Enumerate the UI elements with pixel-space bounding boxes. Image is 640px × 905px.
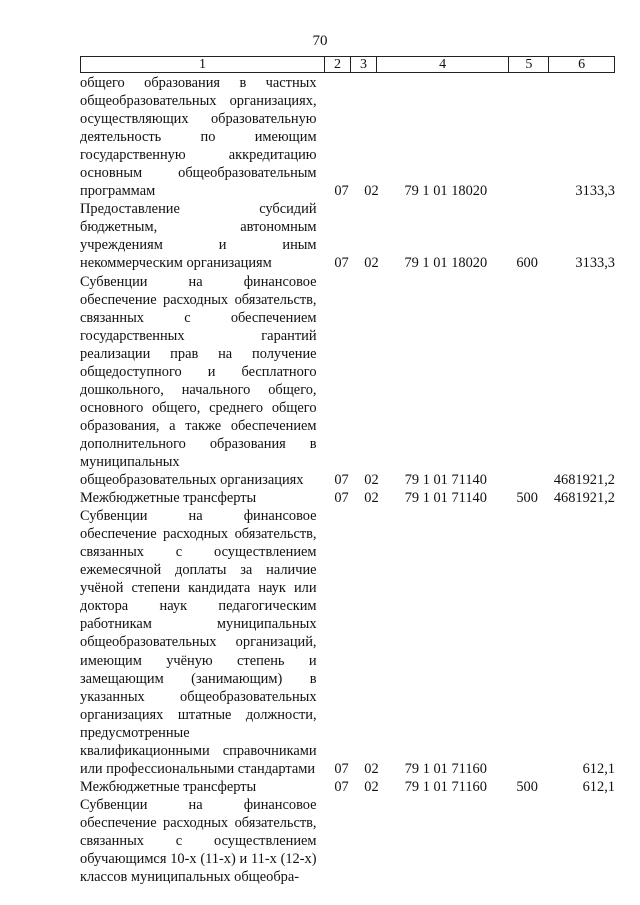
table-row <box>80 796 615 886</box>
row-section: 07 <box>334 472 349 489</box>
row-target-code: 79 1 01 71140 <box>404 472 487 489</box>
row-description: Субвенции на финансовое обеспечение расходных обязательств, связанных с обеспечением государственных гарантий реализации прав на получение общедоступного и бесплатного дошкольного, начального общего, основного общего, среднего общего образования, а также обеспечением дополнительного образования в муниципальных общеобразовательных организациях <box>80 273 317 489</box>
table-header <box>80 56 615 73</box>
row-section: 07 <box>334 778 349 795</box>
table-row <box>80 489 615 507</box>
row-description: Предоставление субсидий бюджетным, автономным учреждениям и иным некоммерческим организациям <box>80 201 317 272</box>
row-target-code: 79 1 01 71160 <box>404 760 487 777</box>
row-target-code: 79 1 01 18020 <box>404 255 488 272</box>
row-subsection: 02 <box>364 778 379 795</box>
table-row <box>80 507 615 778</box>
row-section: 07 <box>334 183 349 200</box>
row-amount: 612,1 <box>582 760 615 777</box>
row-expense-type: 600 <box>516 255 538 272</box>
header-col-6: 6 <box>578 57 586 72</box>
row-target-code: 79 1 01 71140 <box>404 490 487 507</box>
row-amount: 3133,3 <box>575 255 615 272</box>
row-amount: 4681921,2 <box>553 472 615 489</box>
row-description: Межбюджетные трансферты <box>80 490 257 507</box>
header-col-4: 4 <box>377 57 510 72</box>
row-description: общего образования в частных общеобразовательных организациях, осуществляющих образовательную деятельность по имеющим государственную аккредитацию основным общеобразовательным программам <box>80 75 317 200</box>
row-section: 07 <box>334 760 349 777</box>
row-section: 07 <box>334 490 349 507</box>
row-amount: 612,1 <box>582 778 615 795</box>
row-subsection: 02 <box>364 183 379 200</box>
row-section: 07 <box>334 255 349 272</box>
budget-table-body <box>80 74 615 886</box>
header-col-2: 2 <box>325 57 351 72</box>
row-description: Субвенции на финансовое обеспечение расходных обязательств, связанных с осуществлением ежемесячной доплаты за наличие учёной степени кандидата наук или доктора наук педагогическим работникам муниципальных общеобразовательных организаций, имеющим учёную степень и замещающим (занимающим) в указанных общеобразовательных организациях штатные должности, предусмотренные квалификационными справочниками или профессиональными стандартами <box>80 508 317 777</box>
header-col-1: 1 <box>81 57 325 72</box>
row-amount: 4681921,2 <box>553 490 615 507</box>
row-subsection: 02 <box>364 255 379 272</box>
table-row <box>80 200 615 272</box>
table-row <box>80 273 615 490</box>
row-target-code: 79 1 01 71160 <box>404 778 487 795</box>
row-amount: 3133,3 <box>575 183 615 200</box>
row-expense-type: 500 <box>516 778 538 795</box>
table-row <box>80 74 615 200</box>
table-row <box>80 778 615 796</box>
row-target-code: 79 1 01 18020 <box>404 183 488 200</box>
row-expense-type: 500 <box>516 490 538 507</box>
page-number: 70 <box>312 33 328 49</box>
row-subsection: 02 <box>364 490 379 507</box>
row-description: Субвенции на финансовое обеспечение расходных обязательств, связанных с осуществлением обучающимся 10-х (11-х) и 11-х (12-х) классов муниципальных общеобра- <box>80 796 317 886</box>
row-subsection: 02 <box>364 760 379 777</box>
row-description: Межбюджетные трансферты <box>80 778 257 795</box>
header-col-5: 5 <box>509 57 549 72</box>
header-col-3: 3 <box>351 57 377 72</box>
row-subsection: 02 <box>364 472 379 489</box>
